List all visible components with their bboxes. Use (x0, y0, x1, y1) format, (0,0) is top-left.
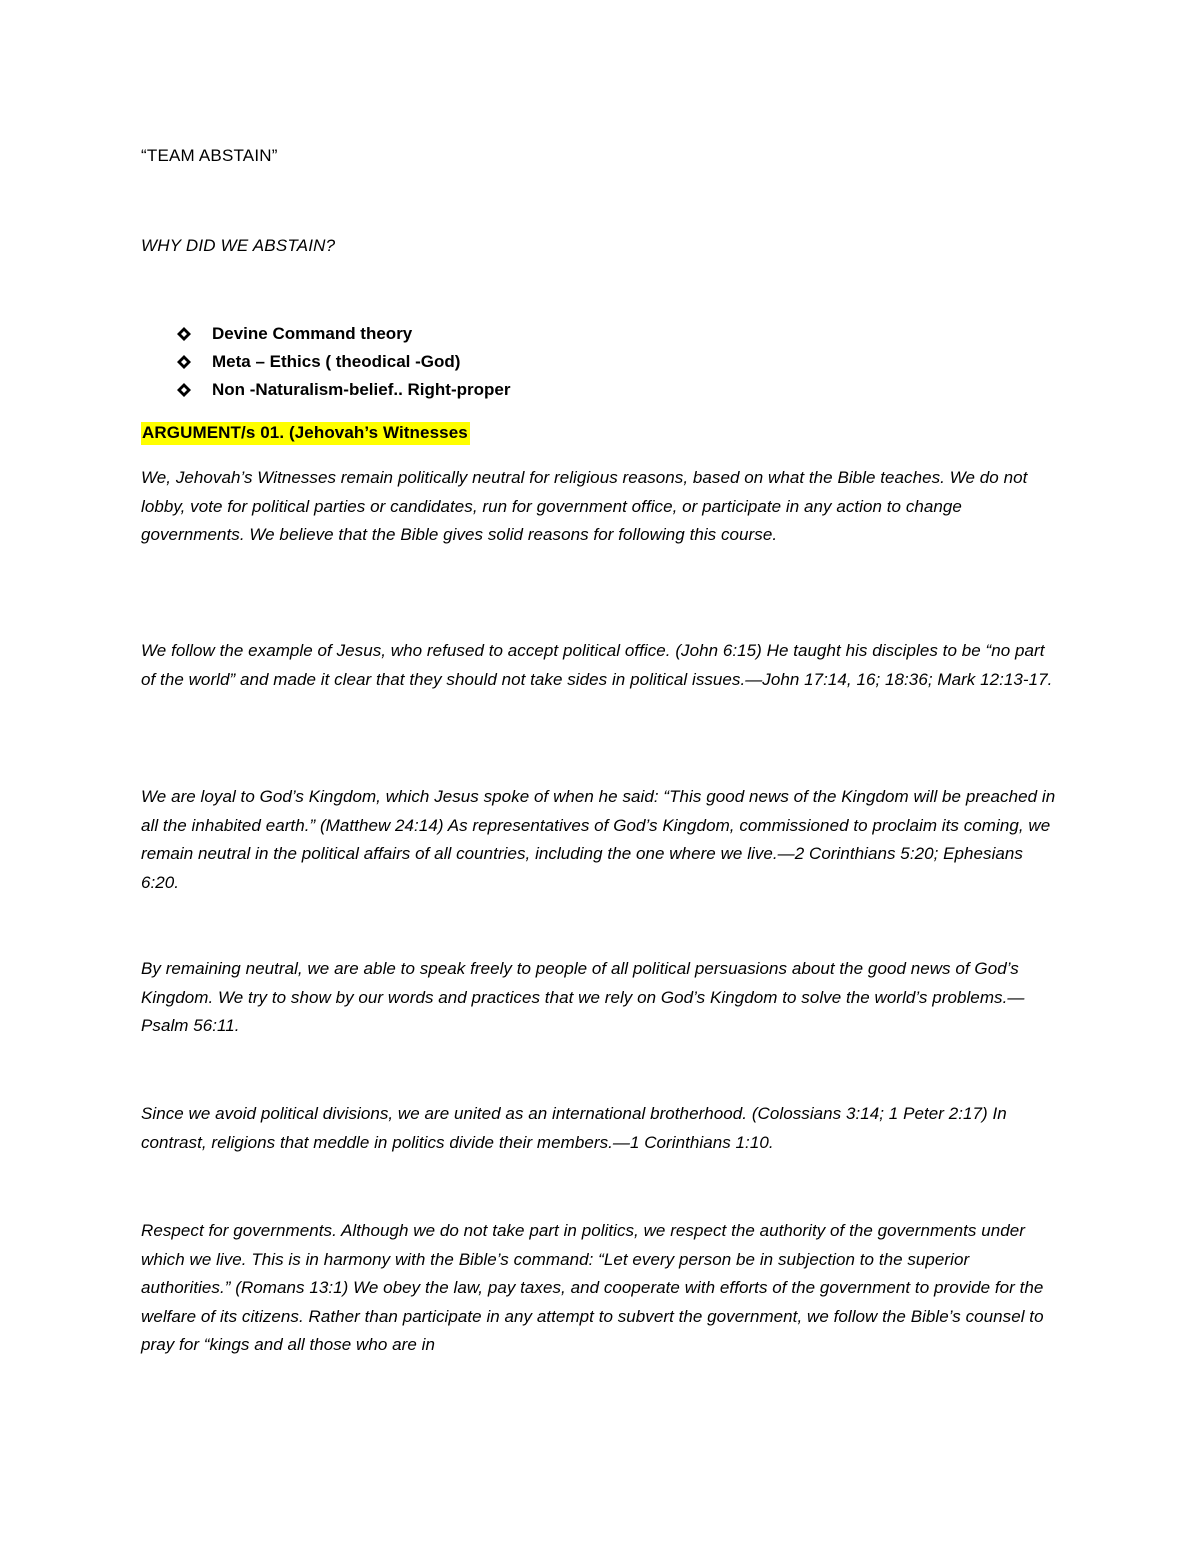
diamond-bullet-icon (177, 355, 191, 369)
paragraph-5: Since we avoid political divisions, we are united as an international brotherhood. (Colossians 3:14; 1 Peter 2:17) In contrast, religions that meddle in politics divide their members.—1 Corinthians 1:10. (141, 1104, 1007, 1152)
diamond-bullet-icon (177, 327, 191, 341)
paragraph-1: We, Jehovah’s Witnesses remain politically neutral for religious reasons, based on what the Bible teaches. We do not lobby, vote for political parties or candidates, run for government office, or participate in any action to change governments. We believe that the Bible gives solid reasons for following this course. (141, 468, 1028, 545)
paragraph-3: We are loyal to God’s Kingdom, which Jesus spoke of when he said: “This good news of the Kingdom will be preached in all the inhabited earth.” (Matthew 24:14) As representatives of God’s Kingdom, commissioned to proclaim its coming, we remain neutral in the political affairs of all countries, including the one where we live.—2 Corinthians 5:20; Ephesians 6:20. (141, 787, 1056, 892)
list-item (174, 320, 510, 348)
paragraph-2: We follow the example of Jesus, who refused to accept political office. (John 6:15) He taught his disciples to be “no part of the world” and made it clear that they should not take sides in political issues.—John 17:14, 16; 18:36; Mark 12:13-17. (141, 641, 1053, 689)
argument-heading: ARGUMENT/s 01. (Jehovah’s Witnesses (141, 422, 470, 445)
bullet-list (174, 320, 510, 404)
document-subtitle: WHY DID WE ABSTAIN? (141, 236, 336, 255)
diamond-bullet-icon (177, 383, 191, 397)
document-title: “TEAM ABSTAIN” (141, 146, 278, 165)
paragraph-6: Respect for governments. Although we do not take part in politics, we respect the authority of the governments under which we live. This is in harmony with the Bible’s command: “Let every person be in subjection to the superior authorities.” (Romans 13:1) We obey the law, pay taxes, and cooperate with efforts of the government to provide for the welfare of its citizens. Rather than participate in any attempt to subvert the government, we follow the Bible’s counsel to pray for “kings and all those who are in (141, 1221, 1044, 1355)
bullet-text: Devine Command theory (212, 324, 413, 343)
bullet-text: Non -Naturalism-belief.. Right-proper (212, 380, 511, 399)
list-item (174, 348, 510, 376)
bullet-text: Meta – Ethics ( theodical -God) (212, 352, 461, 371)
paragraph-4: By remaining neutral, we are able to speak freely to people of all political persuasions about the good news of God’s Kingdom. We try to show by our words and practices that we rely on God’s Kingdom to solve the world’s problems.—Psalm 56:11. (141, 959, 1025, 1036)
list-item (174, 376, 510, 404)
